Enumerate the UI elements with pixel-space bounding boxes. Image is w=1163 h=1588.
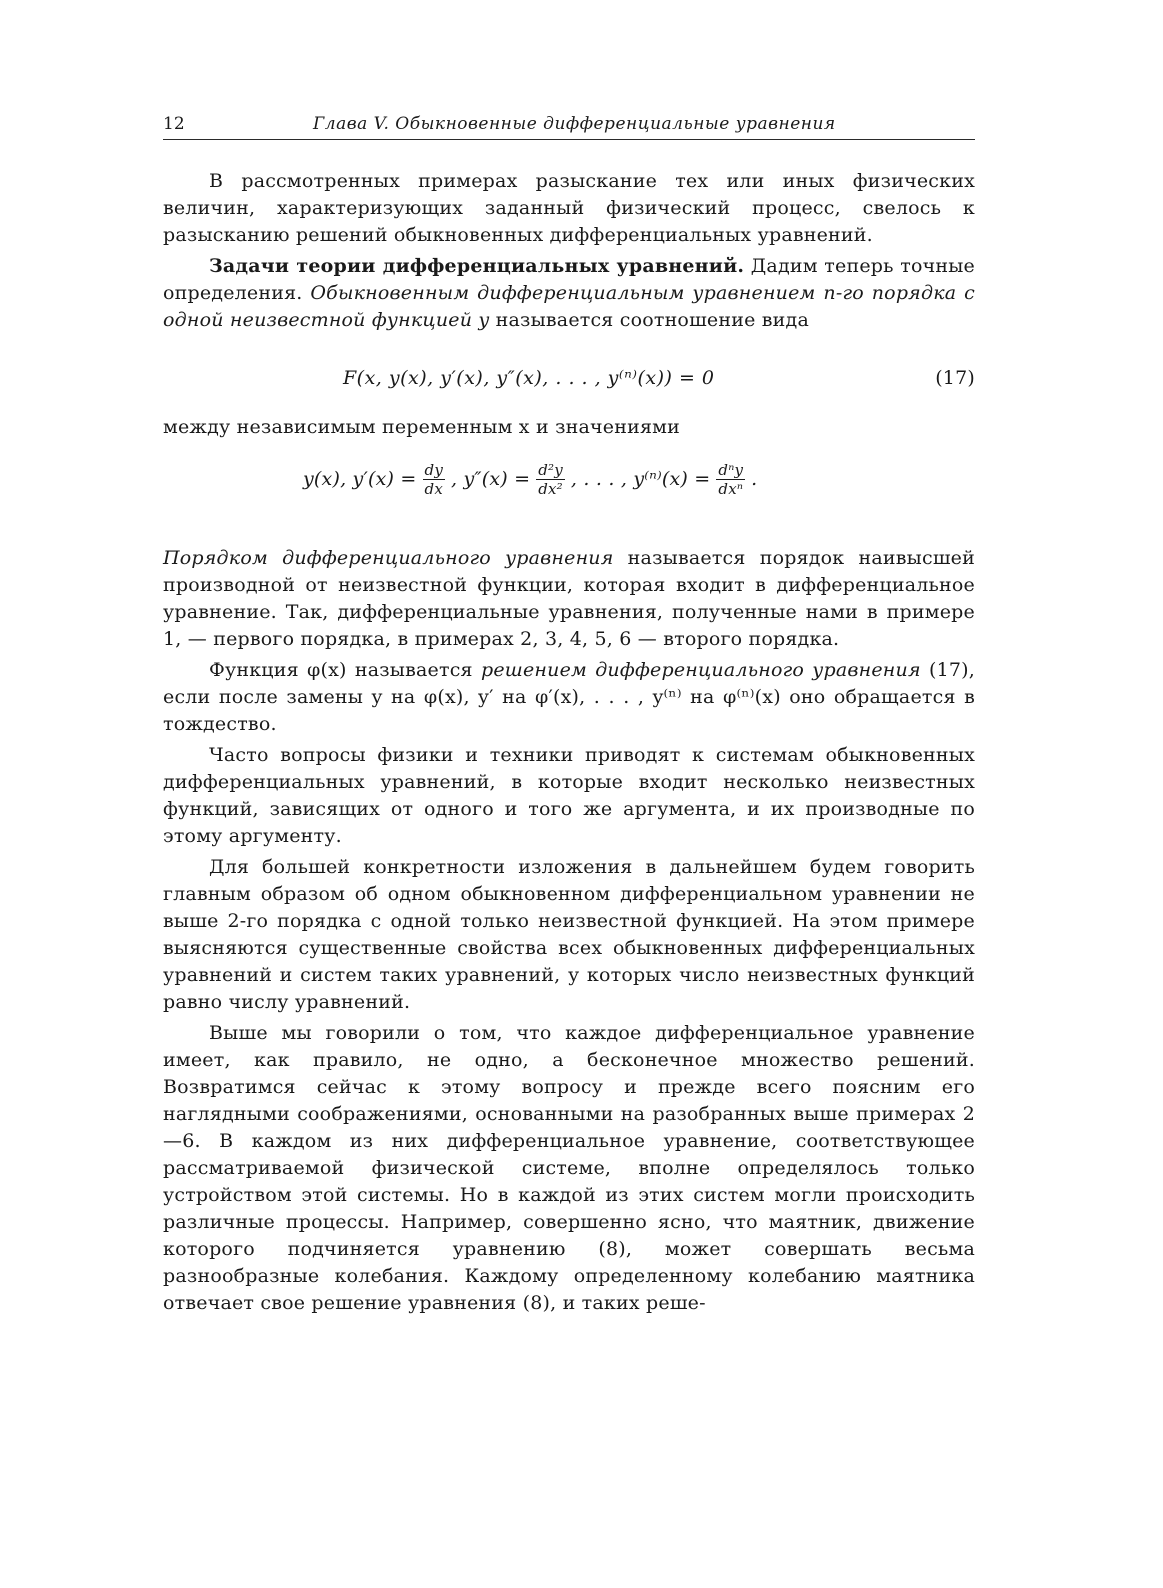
page-number: 12: [163, 114, 185, 134]
derivative-term-2: , y″(x) =: [451, 468, 531, 490]
fraction-2-numerator: d²y: [538, 461, 563, 479]
equation-17-number: (17): [935, 367, 975, 389]
chapter-title: Глава V. Обыкновенные дифференциальные уравнения: [313, 114, 836, 134]
body-text: [163, 168, 975, 1321]
paragraph-2: [163, 253, 975, 334]
derivatives-formula: [303, 461, 757, 498]
derivative-term-4: .: [751, 468, 758, 490]
derivative-term-1: y(x), y′(x) =: [303, 468, 417, 490]
paragraph-4: [163, 545, 975, 653]
paragraph-5-text-2: (17), если после замены y на φ(x), y′ на φ′(x), . . . , y⁽ⁿ⁾ на φ⁽ⁿ⁾(x) оно обращается в тождество.: [163, 659, 975, 735]
equation-17: [163, 348, 975, 408]
section-heading: Задачи теории дифференциальных уравнений.: [209, 255, 745, 277]
derivative-term-3: , . . . , y⁽ⁿ⁾(x) =: [570, 468, 711, 490]
paragraph-6: Часто вопросы физики и техники приводят к системам обыкновенных дифференциальных уравнений, в которые входит несколько неизвестных функций, зависящих от одного и того же аргумента, и их производные по этому аргументу.: [163, 744, 975, 847]
fraction-3-denominator: dxⁿ: [718, 480, 744, 498]
definition-ode: Обыкновенным дифференциальным уравнением n-го порядка с одной неизвестной функцией y: [163, 282, 975, 331]
fraction-dy-dx: [423, 461, 445, 498]
paragraph-7: Для большей конкретности изложения в дальнейшем будем говорить главным образом об одном обыкновенном дифференциальном уравнении не выше 2-го порядка с одной только неизвестной функцией. На этом примере выясняются существенные свойства всех обыкновенных дифференциальных уравнений и систем таких уравнений, у которых число неизвестных функций равно числу уравнений.: [163, 856, 975, 1013]
derivatives-equation: [163, 455, 975, 525]
paragraph-2-text-1: Дадим теперь точные определения.: [163, 255, 976, 304]
fraction-d2y-dx2: [536, 461, 565, 498]
paragraph-8: Выше мы говорили о том, что каждое дифференциальное уравнение имеет, как правило, не одно, а бесконечное множество решений. Возвратимся сейчас к этому вопросу и прежде всего поясним его наглядными соображениями, основанными на разобранных выше примерах 2—6. В каждом из них дифференциальное уравнение, соответствующее рассматриваемой физической системе, вполне определялось только устройством этой системы. Но в каждой из этих систем могли происходить различные процессы. Например, совершенно ясно, что маятник, движение которого подчиняется уравнению (8), может совершать весьма разнообразные колебания. Каждому определенному колебанию маятника отвечает свое решение уравнения (8), и таких реше-: [163, 1022, 975, 1314]
paragraph-2-text-2: называется соотношение вида: [489, 309, 809, 331]
paragraph-1: В рассмотренных примерах разыскание тех или иных физических величин, характеризующих заданный физический процесс, свелось к разысканию решений обыкновенных дифференциальных уравнений.: [163, 170, 975, 246]
fraction-dny-dxn: [716, 461, 745, 498]
paragraph-4-text: называется порядок наивысшей производной от неизвестной функции, которая входит в дифференциальное уравнение. Так, дифференциальные уравнения, полученные нами в примере 1, — первого порядка, в примерах 2, 3, 4, 5, 6 — второго порядка.: [163, 547, 975, 650]
paragraph-3: между независимым переменным x и значениями: [163, 416, 680, 438]
running-header: [163, 111, 975, 137]
definition-order: Порядком дифференциального уравнения: [163, 547, 614, 569]
fraction-1-denominator: dx: [424, 480, 443, 498]
fraction-1-numerator: dy: [424, 461, 443, 479]
paragraph-5-text-1: Функция φ(x) называется: [209, 659, 481, 681]
paragraph-5: [163, 657, 975, 738]
definition-solution: решением дифференциального уравнения: [480, 659, 921, 681]
fraction-3-numerator: dⁿy: [718, 461, 744, 479]
fraction-2-denominator: dx²: [538, 480, 563, 498]
equation-17-formula: F(x, y(x), y′(x), y″(x), . . . , y⁽ⁿ⁾(x)) = 0: [343, 367, 715, 389]
header-rule: [163, 139, 975, 140]
